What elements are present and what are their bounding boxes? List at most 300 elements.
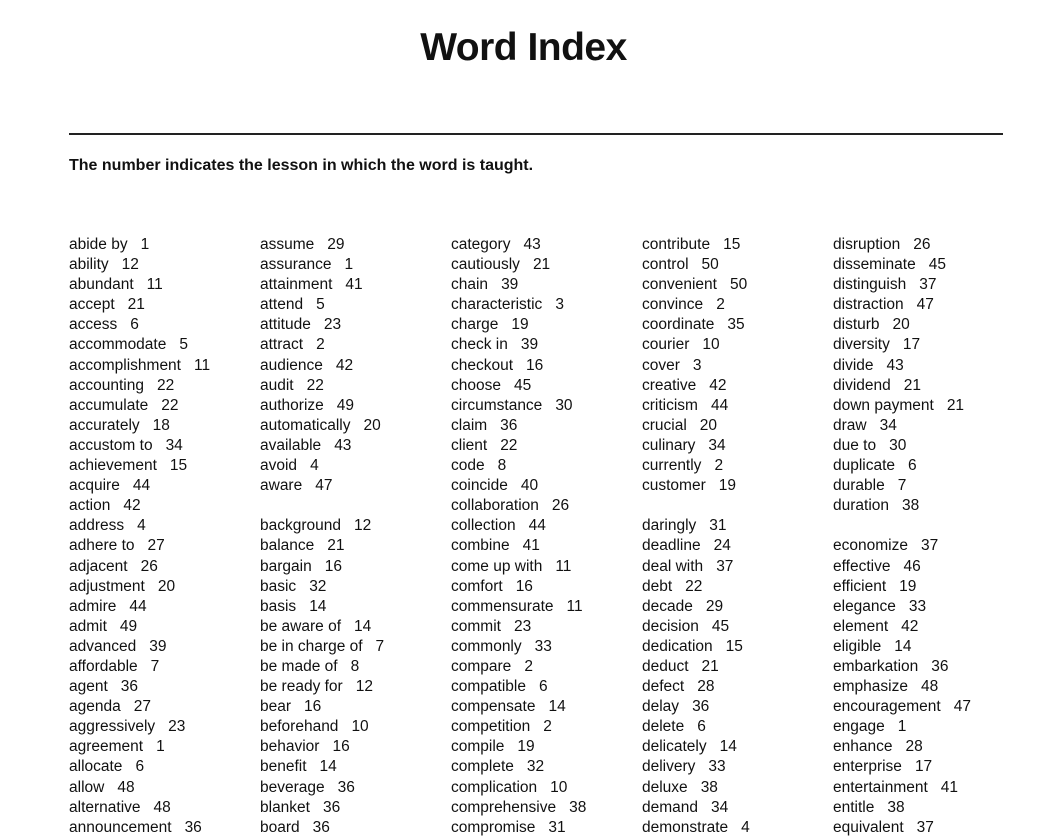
index-entry — [260, 637, 446, 657]
index-word: delete — [642, 718, 685, 736]
index-word: balance — [260, 537, 315, 555]
index-entry — [260, 536, 446, 556]
lesson-number: 19 — [899, 577, 917, 595]
index-entry — [69, 778, 255, 798]
index-word: affordable — [69, 657, 138, 675]
index-word: address — [69, 517, 125, 535]
index-entry — [451, 818, 637, 838]
index-entry — [642, 778, 828, 798]
index-entry — [642, 677, 828, 697]
index-word: ability — [69, 256, 109, 274]
index-entry — [260, 717, 446, 737]
lesson-number: 2 — [714, 457, 724, 475]
index-entry — [69, 275, 255, 295]
index-entry — [69, 335, 255, 355]
index-word: agreement — [69, 738, 144, 756]
lesson-number: 17 — [902, 336, 921, 354]
index-entry — [642, 315, 828, 335]
lesson-number: 42 — [123, 497, 141, 515]
index-word: delay — [642, 698, 680, 716]
index-column-2 — [260, 235, 446, 838]
index-word: background — [260, 517, 342, 535]
lesson-number: 14 — [894, 637, 912, 655]
index-entry — [833, 597, 1019, 617]
index-word: durable — [833, 477, 885, 495]
index-entry — [451, 637, 637, 657]
index-word: debt — [642, 577, 673, 595]
index-word: comfort — [451, 577, 503, 595]
index-entry — [833, 315, 1019, 335]
index-word: diversity — [833, 336, 890, 354]
lesson-number: 6 — [130, 316, 139, 334]
lesson-number: 1 — [897, 718, 907, 736]
index-entry — [260, 396, 446, 416]
lesson-number: 38 — [569, 798, 587, 816]
index-entry — [642, 557, 828, 577]
index-entry — [260, 356, 446, 376]
lesson-number: 39 — [520, 336, 539, 354]
index-word: automatically — [260, 416, 351, 434]
lesson-number: 50 — [729, 276, 748, 294]
lesson-number: 8 — [350, 657, 360, 675]
index-word: compromise — [451, 818, 536, 836]
index-word: compensate — [451, 698, 536, 716]
index-entry — [642, 577, 828, 597]
index-word: alternative — [69, 798, 141, 816]
index-word: assurance — [260, 256, 332, 274]
lesson-number: 33 — [908, 597, 927, 615]
index-word: defect — [642, 678, 685, 696]
index-word: cautiously — [451, 256, 520, 274]
lesson-number: 37 — [920, 537, 939, 555]
index-word: efficient — [833, 577, 887, 595]
index-word: chain — [451, 276, 489, 294]
lesson-number: 16 — [332, 738, 350, 756]
index-word: emphasize — [833, 678, 908, 696]
lesson-number: 8 — [497, 457, 507, 475]
lesson-number: 36 — [500, 416, 518, 434]
lesson-number: 22 — [685, 577, 703, 595]
lesson-number: 24 — [713, 537, 731, 555]
index-entry — [69, 456, 255, 476]
lesson-number: 29 — [705, 597, 724, 615]
lesson-number: 46 — [903, 557, 921, 575]
index-entry — [833, 416, 1019, 436]
lesson-number: 4 — [741, 818, 750, 836]
index-word: dedication — [642, 637, 713, 655]
lesson-number: 47 — [315, 477, 333, 495]
letter-group-spacer — [260, 496, 446, 516]
index-word: compatible — [451, 678, 526, 696]
index-entry — [451, 416, 637, 436]
index-word: contribute — [642, 236, 711, 253]
index-word: agenda — [69, 698, 121, 716]
index-entry — [260, 476, 446, 496]
lesson-number: 42 — [901, 617, 919, 635]
index-word: attainment — [260, 276, 333, 294]
index-word: advanced — [69, 637, 137, 655]
index-word: down payment — [833, 396, 934, 414]
index-entry — [260, 737, 446, 757]
index-word: complication — [451, 778, 538, 796]
index-entry — [451, 255, 637, 275]
index-word: choose — [451, 376, 501, 394]
lesson-number: 15 — [169, 457, 188, 475]
lesson-number: 21 — [903, 376, 921, 394]
index-entry — [69, 617, 255, 637]
lesson-number: 26 — [913, 236, 931, 253]
index-word: dividend — [833, 376, 891, 394]
lesson-number: 19 — [517, 738, 535, 756]
index-word: come up with — [451, 557, 543, 575]
index-entry — [833, 757, 1019, 777]
index-word: check in — [451, 336, 508, 354]
index-entry — [451, 335, 637, 355]
index-word: admit — [69, 617, 107, 635]
lesson-number: 27 — [147, 537, 165, 555]
index-word: enterprise — [833, 758, 902, 776]
index-entry — [451, 617, 637, 637]
index-entry — [451, 597, 637, 617]
index-entry — [260, 757, 446, 777]
index-entry — [260, 275, 446, 295]
lesson-number: 29 — [327, 236, 345, 253]
index-entry — [833, 496, 1019, 516]
index-word: compile — [451, 738, 505, 756]
index-word: accustom to — [69, 436, 153, 454]
lesson-number: 21 — [946, 396, 965, 414]
index-word: audit — [260, 376, 294, 394]
lesson-number: 15 — [725, 637, 743, 655]
lesson-number: 43 — [886, 356, 904, 374]
letter-group-spacer — [642, 496, 828, 516]
index-entry — [260, 778, 446, 798]
index-entry — [260, 617, 446, 637]
index-word: abundant — [69, 276, 134, 294]
index-entry — [642, 235, 828, 255]
index-word: assume — [260, 236, 315, 253]
index-entry — [69, 496, 255, 516]
index-column-4 — [642, 235, 828, 838]
lesson-number: 36 — [931, 657, 949, 675]
lesson-number: 11 — [566, 597, 583, 615]
lesson-number: 22 — [500, 436, 518, 454]
lesson-number: 5 — [316, 296, 325, 314]
index-entry — [451, 557, 637, 577]
lesson-number: 15 — [723, 236, 741, 253]
index-entry — [69, 677, 255, 697]
index-entry — [451, 235, 637, 255]
lesson-number: 37 — [716, 557, 734, 575]
index-column-3 — [451, 235, 637, 838]
index-word: accurately — [69, 416, 140, 434]
lesson-number: 42 — [335, 356, 354, 374]
lesson-number: 11 — [146, 276, 163, 294]
index-entry — [451, 697, 637, 717]
lesson-number: 42 — [709, 376, 727, 394]
index-word: accounting — [69, 376, 144, 394]
lesson-number: 6 — [135, 758, 145, 776]
index-word: enhance — [833, 738, 893, 756]
lesson-number: 43 — [334, 436, 352, 454]
index-entry — [451, 516, 637, 536]
index-word: access — [69, 316, 118, 334]
index-word: delivery — [642, 758, 696, 776]
lesson-number: 34 — [879, 416, 897, 434]
index-entry — [69, 737, 255, 757]
lesson-number: 48 — [920, 678, 939, 696]
lesson-number: 17 — [914, 758, 933, 776]
index-entry — [260, 818, 446, 838]
lesson-number: 48 — [153, 798, 171, 816]
index-word: courier — [642, 336, 690, 354]
lesson-number: 7 — [150, 657, 160, 675]
index-word: deal with — [642, 557, 704, 575]
index-word: accomplishment — [69, 356, 181, 374]
index-word: convenient — [642, 276, 717, 294]
lesson-number: 22 — [156, 376, 175, 394]
index-entry — [642, 356, 828, 376]
index-word: customer — [642, 477, 706, 495]
index-word: deadline — [642, 537, 701, 555]
index-entry — [69, 798, 255, 818]
index-entry — [260, 798, 446, 818]
index-entry — [833, 577, 1019, 597]
index-entry — [642, 335, 828, 355]
index-entry — [833, 536, 1019, 556]
lesson-number: 34 — [165, 436, 183, 454]
index-word: board — [260, 818, 300, 836]
lesson-number: 37 — [916, 818, 934, 836]
index-entry — [451, 356, 637, 376]
index-entry — [451, 315, 637, 335]
index-word: attend — [260, 296, 304, 314]
lesson-number: 44 — [528, 517, 546, 535]
index-word: embarkation — [833, 657, 919, 675]
lesson-number: 34 — [711, 798, 729, 816]
lesson-number: 36 — [184, 818, 202, 836]
index-word: action — [69, 497, 111, 515]
lesson-number: 23 — [168, 718, 186, 736]
index-word: elegance — [833, 597, 896, 615]
lesson-number: 11 — [194, 356, 211, 374]
index-entry — [451, 456, 637, 476]
index-word: accumulate — [69, 396, 149, 414]
index-word: circumstance — [451, 396, 543, 414]
index-entry — [833, 376, 1019, 396]
index-entry — [69, 476, 255, 496]
index-word: commit — [451, 617, 501, 635]
index-word: due to — [833, 436, 877, 454]
lesson-number: 21 — [701, 657, 719, 675]
lesson-number: 5 — [179, 336, 188, 354]
lesson-number: 12 — [355, 678, 373, 696]
index-entry — [451, 757, 637, 777]
index-entry — [451, 396, 637, 416]
index-word: aware — [260, 477, 303, 495]
index-entry — [69, 436, 255, 456]
index-word: authorize — [260, 396, 324, 414]
lesson-number: 33 — [534, 637, 552, 655]
index-word: competition — [451, 718, 531, 736]
index-word: checkout — [451, 356, 514, 374]
index-entry — [833, 396, 1019, 416]
index-entry — [833, 717, 1019, 737]
index-word: daringly — [642, 517, 697, 535]
lesson-number: 1 — [344, 256, 354, 274]
index-entry — [833, 275, 1019, 295]
index-word: collection — [451, 517, 516, 535]
index-word: adjacent — [69, 557, 128, 575]
index-entry — [69, 757, 255, 777]
index-word: attitude — [260, 316, 311, 334]
index-entry — [833, 778, 1019, 798]
index-entry — [69, 396, 255, 416]
lesson-number: 14 — [319, 758, 337, 776]
lesson-number: 31 — [709, 517, 727, 535]
index-entry — [833, 295, 1019, 315]
lesson-number: 45 — [928, 256, 946, 274]
lesson-number: 44 — [129, 597, 147, 615]
index-entry — [260, 315, 446, 335]
lesson-number: 21 — [532, 256, 551, 274]
lesson-number: 28 — [697, 678, 715, 696]
index-entry — [642, 818, 828, 838]
index-entry — [833, 356, 1019, 376]
index-word: admire — [69, 597, 117, 615]
index-entry — [833, 436, 1019, 456]
index-word: claim — [451, 416, 488, 434]
index-word: commensurate — [451, 597, 554, 615]
index-word: decade — [642, 597, 693, 615]
word-index-columns — [69, 235, 1029, 839]
lesson-number: 45 — [513, 376, 532, 394]
index-entry — [451, 798, 637, 818]
index-word: entertainment — [833, 778, 928, 796]
index-entry — [833, 476, 1019, 496]
index-word: element — [833, 617, 889, 635]
index-word: benefit — [260, 758, 307, 776]
index-word: demand — [642, 798, 699, 816]
index-entry — [260, 295, 446, 315]
lesson-number: 40 — [520, 477, 539, 495]
index-entry — [69, 557, 255, 577]
index-entry — [451, 376, 637, 396]
index-word: accept — [69, 296, 115, 314]
index-word: entitle — [833, 798, 875, 816]
index-entry — [642, 516, 828, 536]
lesson-number: 34 — [708, 436, 726, 454]
index-entry — [833, 697, 1019, 717]
index-entry — [642, 275, 828, 295]
lesson-number: 35 — [727, 316, 745, 334]
index-entry — [69, 536, 255, 556]
index-entry — [69, 376, 255, 396]
index-word: demonstrate — [642, 818, 729, 836]
index-word: behavior — [260, 738, 320, 756]
index-entry — [833, 657, 1019, 677]
index-entry — [69, 577, 255, 597]
lesson-number: 23 — [513, 617, 532, 635]
index-entry — [451, 476, 637, 496]
index-word: allocate — [69, 758, 123, 776]
index-word: category — [451, 236, 511, 253]
index-word: disseminate — [833, 256, 916, 274]
lesson-number: 28 — [905, 738, 923, 756]
index-entry — [69, 356, 255, 376]
index-word: engage — [833, 718, 885, 736]
index-word: basic — [260, 577, 297, 595]
index-entry — [260, 657, 446, 677]
index-entry — [642, 717, 828, 737]
index-word: complete — [451, 758, 514, 776]
lesson-number: 3 — [555, 296, 564, 314]
lesson-number: 10 — [351, 718, 369, 736]
lesson-number: 38 — [700, 778, 718, 796]
index-entry — [260, 516, 446, 536]
lesson-number: 20 — [363, 416, 381, 434]
lesson-number: 41 — [345, 276, 363, 294]
lesson-number: 48 — [117, 778, 135, 796]
index-entry — [642, 436, 828, 456]
index-entry — [69, 717, 255, 737]
index-entry — [260, 597, 446, 617]
index-word: combine — [451, 537, 510, 555]
index-entry — [833, 456, 1019, 476]
index-word: adhere to — [69, 537, 135, 555]
lesson-number: 45 — [711, 617, 730, 635]
index-word: effective — [833, 557, 891, 575]
lesson-number: 31 — [548, 818, 566, 836]
index-entry — [69, 295, 255, 315]
lesson-number: 49 — [336, 396, 355, 414]
index-entry — [260, 255, 446, 275]
lesson-number: 44 — [132, 477, 151, 495]
index-word: economize — [833, 537, 908, 555]
index-word: coordinate — [642, 316, 715, 334]
lesson-number: 19 — [718, 477, 736, 495]
index-word: aggressively — [69, 718, 156, 736]
lesson-number: 21 — [327, 537, 345, 555]
lesson-number: 6 — [697, 718, 706, 736]
index-word: agent — [69, 678, 108, 696]
lesson-number: 4 — [310, 457, 319, 475]
index-word: disruption — [833, 236, 901, 253]
index-entry — [451, 496, 637, 516]
lesson-number: 22 — [161, 396, 179, 414]
lesson-number: 49 — [119, 617, 138, 635]
index-entry — [69, 315, 255, 335]
index-word: be made of — [260, 657, 338, 675]
index-word: charge — [451, 316, 499, 334]
lesson-number: 41 — [940, 778, 959, 796]
index-word: achievement — [69, 457, 157, 475]
index-word: be ready for — [260, 678, 343, 696]
lesson-number: 23 — [323, 316, 342, 334]
index-entry — [260, 376, 446, 396]
index-word: decision — [642, 617, 699, 635]
lesson-number: 20 — [157, 577, 176, 595]
index-word: attract — [260, 336, 304, 354]
lesson-number: 1 — [156, 738, 165, 756]
lesson-number: 14 — [548, 698, 566, 716]
lesson-number: 21 — [127, 296, 145, 314]
index-word: compare — [451, 657, 512, 675]
index-word: cover — [642, 356, 680, 374]
lesson-number: 12 — [121, 256, 139, 274]
lesson-number: 37 — [919, 276, 937, 294]
index-word: adjustment — [69, 577, 145, 595]
